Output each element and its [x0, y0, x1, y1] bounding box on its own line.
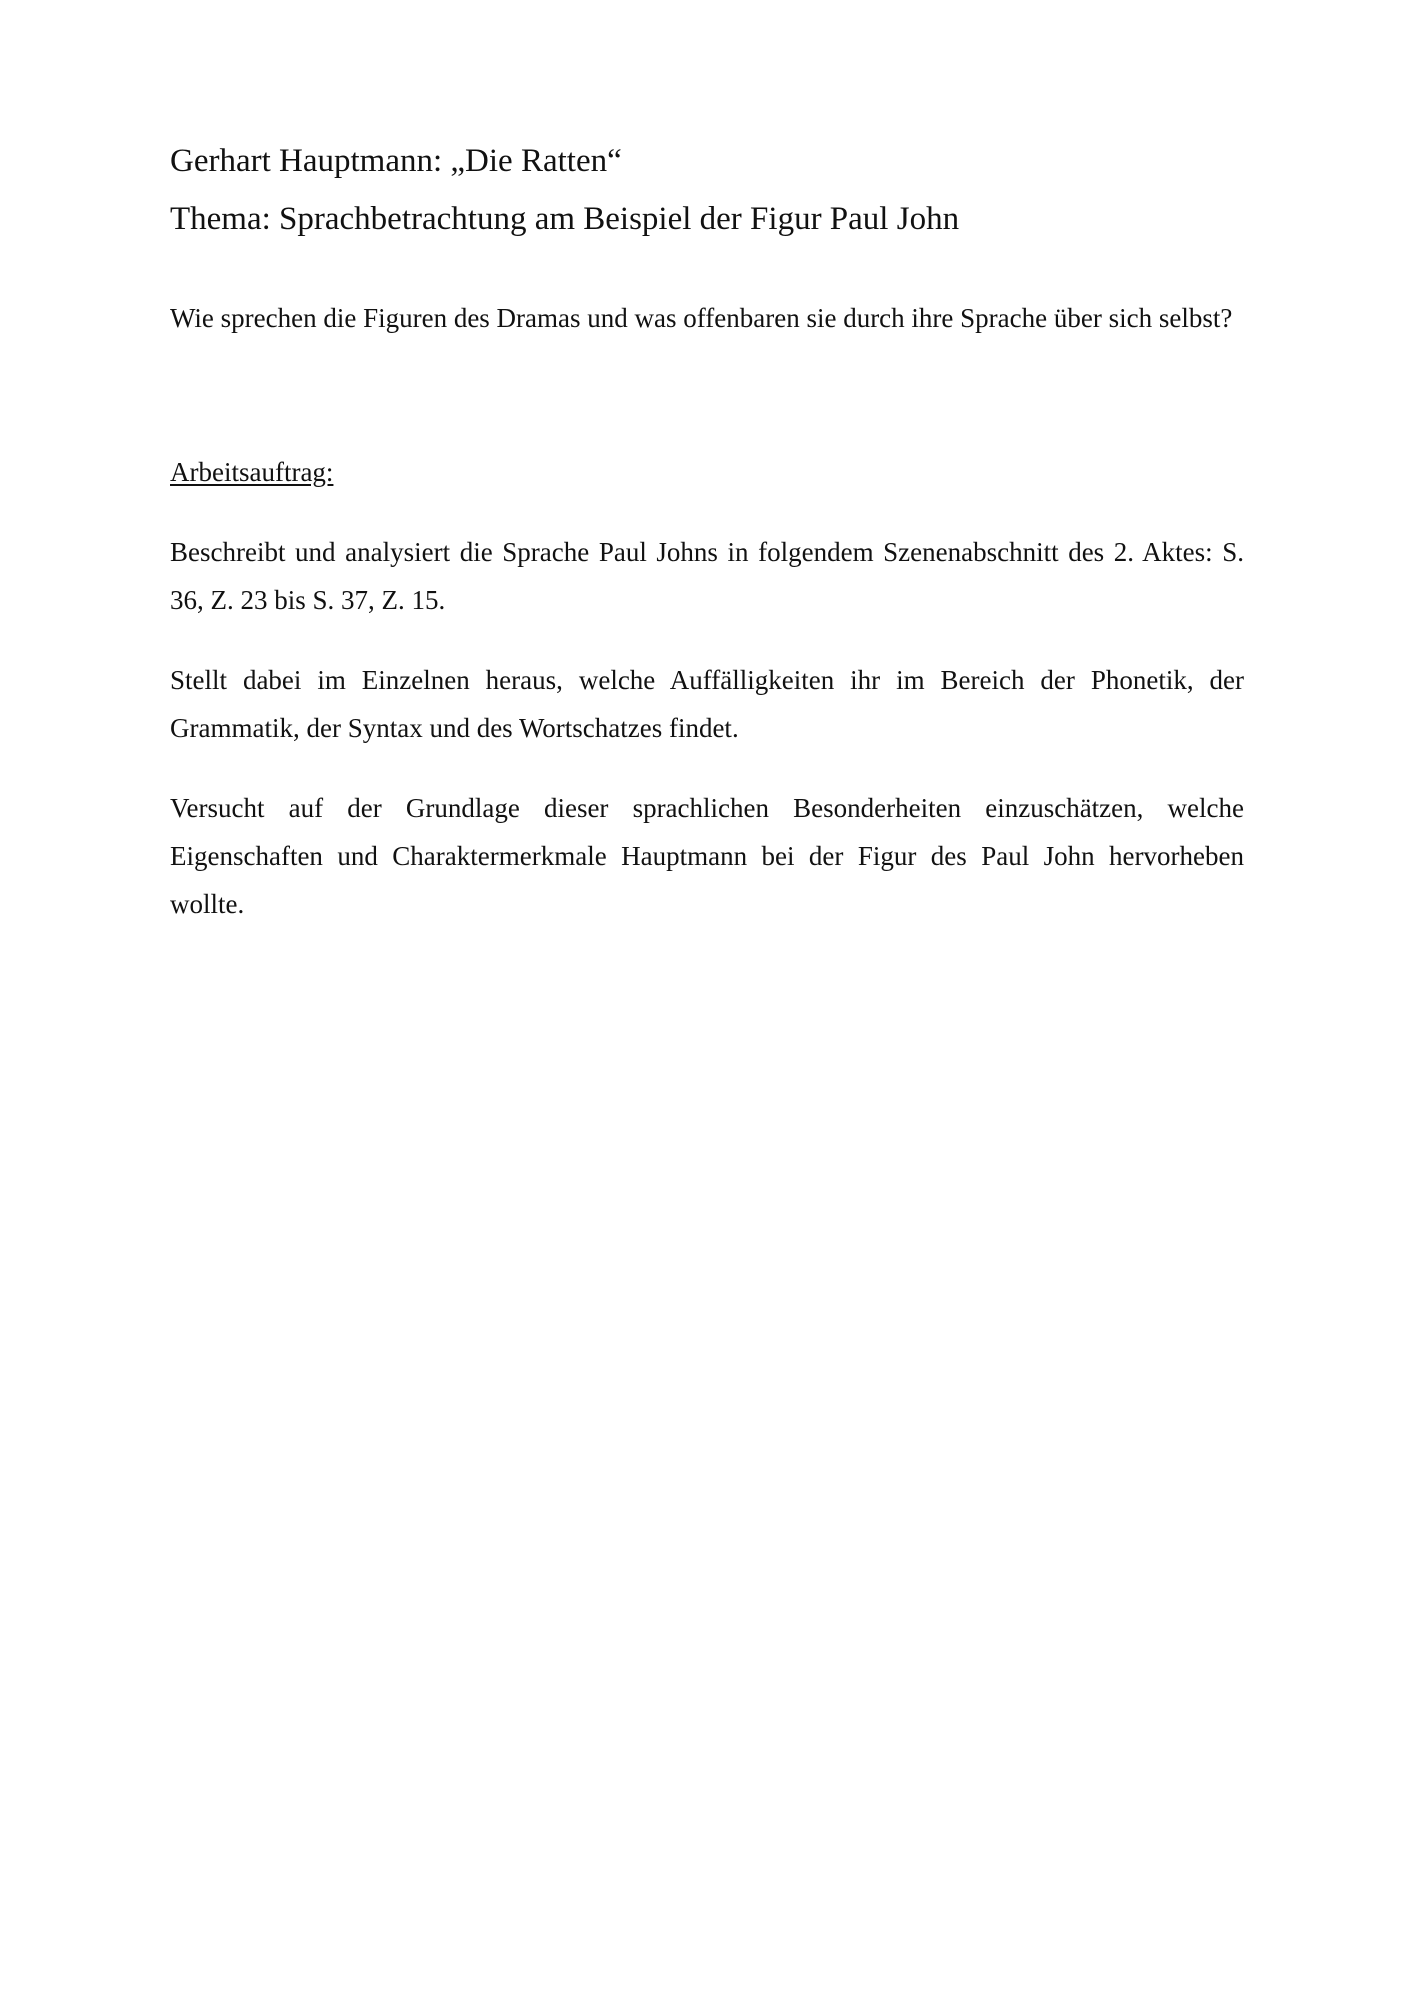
document-topic: Thema: Sprachbetrachtung am Beispiel der Figur Paul John	[170, 201, 960, 237]
document-title: Gerhart Hauptmann: „Die Ratten“	[170, 143, 622, 179]
document-content	[170, 132, 1244, 928]
task-paragraph-1: Beschreibt und analysiert die Sprache Paul Johns in folgendem Szenenabschnitt des 2. Aktes: S. 36, Z. 23 bis S. 37, Z. 15.	[170, 537, 1244, 615]
task-paragraph-2: Stellt dabei im Einzelnen heraus, welche Auffälligkeiten ihr im Bereich der Phonetik, der Grammatik, der Syntax und des Wortschatzes findet.	[170, 665, 1244, 743]
guiding-question: Wie sprechen die Figuren des Dramas und was offenbaren sie durch ihre Sprache über sich selbst?	[170, 303, 1233, 333]
task-paragraph-3: Versucht auf der Grundlage dieser sprachlichen Besonderheiten einzuschätzen, welche Eigenschaften und Charaktermerkmale Hauptmann bei der Figur des Paul John hervorheben wollte.	[170, 793, 1244, 919]
task-label: Arbeitsauftrag:	[170, 457, 334, 487]
